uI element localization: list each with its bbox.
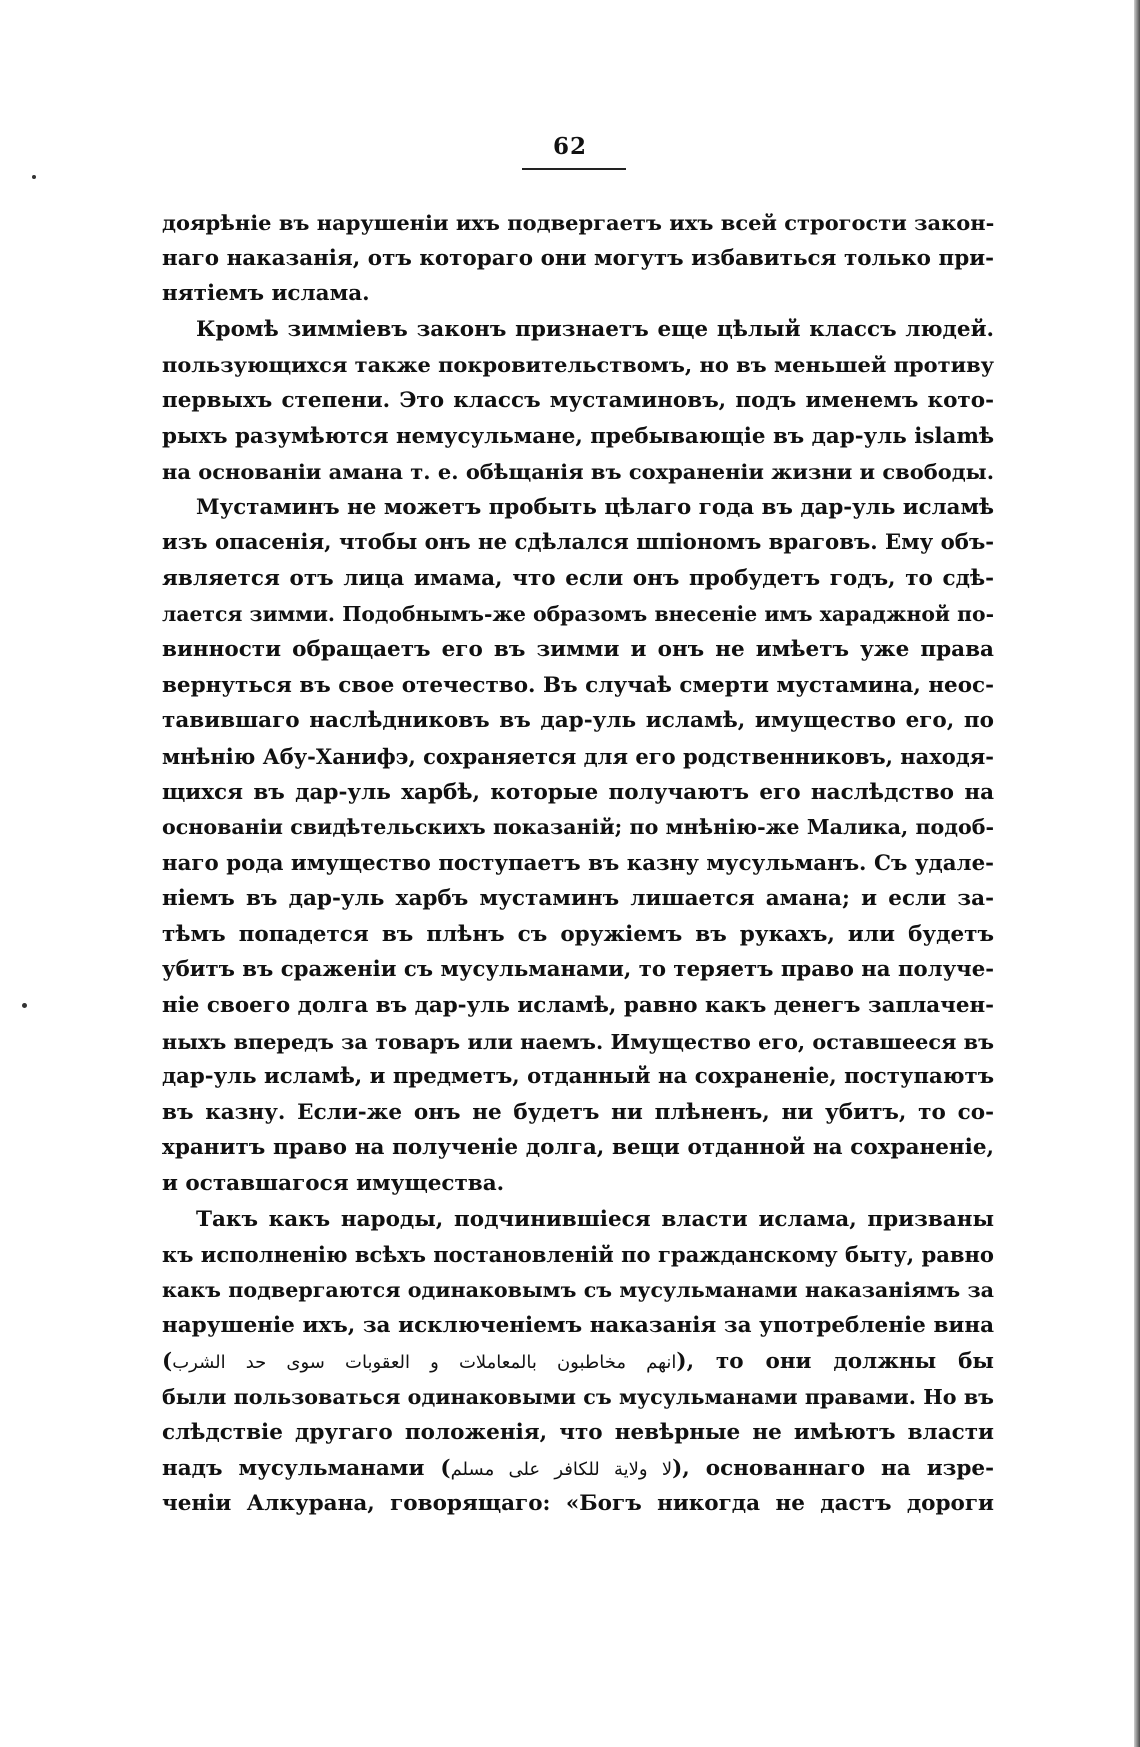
- text-line: слѣдствіе другаго положенія, что невѣрные не имѣютъ власти: [162, 1420, 994, 1446]
- text-line: первыхъ степени. Это классъ мустаминовъ, подъ именемъ кото-: [162, 387, 994, 413]
- text-line: лается зимми. Подобнымъ-же образомъ внесеніе имъ хараджной по-: [162, 601, 994, 626]
- arabic-quote: انهم مخاطبون بالمعاملات و العقوبات سوى حد الشرب: [172, 1352, 677, 1373]
- text-line: является отъ лица имама, что если онъ пробудетъ годъ, то сдѣ-: [162, 565, 994, 591]
- page-number: 62: [552, 133, 587, 160]
- text-fragment: надъ мусульманами (: [162, 1455, 451, 1481]
- text-line: убитъ въ сраженіи съ мусульманами, то теряетъ право на получе-: [162, 957, 994, 983]
- text-line: нятіемъ ислама.: [162, 281, 370, 307]
- text-line: ченіи Алкурана, говорящаго: «Богъ никогда не дастъ дороги: [162, 1491, 994, 1517]
- arabic-quote: لا ولاية للكافر على مسلم: [450, 1458, 673, 1480]
- scan-speck: [32, 175, 36, 179]
- body-text: [162, 205, 994, 1522]
- text-line: ныхъ впередъ за товаръ или наемъ. Имущество его, оставшееся въ: [162, 1028, 994, 1054]
- text-line: и оставшагося имущества.: [162, 1171, 505, 1197]
- text-line: дар-уль исламѣ, и предметъ, отданный на сохраненіе, поступаютъ: [162, 1064, 994, 1090]
- text-line: винности обращаетъ его въ зимми и онъ не имѣетъ уже права: [162, 637, 994, 663]
- text-line: нарушеніе ихъ, за исключеніемъ наказанія за употребленіе вина: [162, 1313, 994, 1339]
- text-line: какъ подвергаются одинаковымъ съ мусульманами наказаніямъ за: [162, 1277, 994, 1302]
- text-line: Такъ какъ народы, подчинившіеся власти ислама, призваны: [196, 1206, 994, 1232]
- page-edge: [1134, 0, 1140, 1747]
- text-line: вернуться въ свое отечество. Въ случаѣ смерти мустамина, неос-: [162, 672, 994, 698]
- text-fragment: ), то они должны бы: [676, 1349, 994, 1374]
- text-line: щихся въ дар-уль харбѣ, которые получаютъ его наслѣдство на: [162, 779, 994, 805]
- scan-speck: [22, 1003, 27, 1008]
- text-line: наго наказанія, отъ котораго они могутъ избавиться только при-: [162, 245, 994, 271]
- text-line: къ исполненію всѣхъ постановленій по гражданскому быту, равно: [162, 1242, 994, 1268]
- text-line: пользующихся также покровительствомъ, но въ меньшей противу: [162, 352, 994, 378]
- text-line: ніе своего долга въ дар-уль исламѣ, равно какъ денегъ заплачен-: [162, 993, 994, 1019]
- text-line: доярѣніе въ нарушеніи ихъ подвергаетъ ихъ всей строгости закон-: [162, 210, 994, 235]
- text-line: наго рода имущество поступаетъ въ казну мусульманъ. Съ удале-: [162, 850, 994, 876]
- text-line: мнѣнію Абу-Ханифэ, сохраняется для его родственниковъ, находя-: [162, 743, 994, 769]
- text-line: Кромѣ зиммiевъ законъ признаетъ еще цѣлый классъ людей.: [196, 316, 994, 342]
- text-line-arabic: [162, 1451, 994, 1487]
- text-line: на основаніи амана т. е. обѣщанія въ сохраненіи жизни и свободы.: [162, 459, 994, 485]
- text-line: рыхъ разумѣются немусульмане, пребывающіе въ дар-уль islamѣ: [162, 423, 994, 449]
- text-fragment: (: [162, 1349, 173, 1374]
- text-fragment: ), основаннаго на изре-: [672, 1455, 994, 1481]
- text-line: тавившаго наслѣдниковъ въ дар-уль исламѣ, имущество его, по: [162, 708, 994, 734]
- text-line: ніемъ въ дар-уль харбъ мустаминъ лишается амана; и если за-: [162, 886, 994, 912]
- text-line-arabic: [162, 1344, 994, 1380]
- page-number-rule: [522, 168, 626, 170]
- text-line: Мустаминъ не можетъ пробыть цѣлаго года въ дар-уль исламѣ: [196, 494, 994, 520]
- text-line: изъ опасенія, чтобы онъ не сдѣлался шпіономъ враговъ. Ему объ-: [162, 530, 994, 556]
- text-line: хранитъ право на полученіе долга, вещи отданной на сохраненіе,: [162, 1135, 994, 1161]
- text-line: основаніи свидѣтельскихъ показаній; по мнѣнію-же Малика, подоб-: [162, 815, 994, 840]
- text-line: тѣмъ попадется въ плѣнъ съ оружіемъ въ рукахъ, или будетъ: [162, 921, 994, 947]
- text-line: были пользоваться одинаковыми съ мусульманами правами. Но въ: [162, 1384, 994, 1409]
- text-line: въ казну. Если-же онъ не будетъ ни плѣненъ, ни убитъ, то со-: [162, 1099, 994, 1125]
